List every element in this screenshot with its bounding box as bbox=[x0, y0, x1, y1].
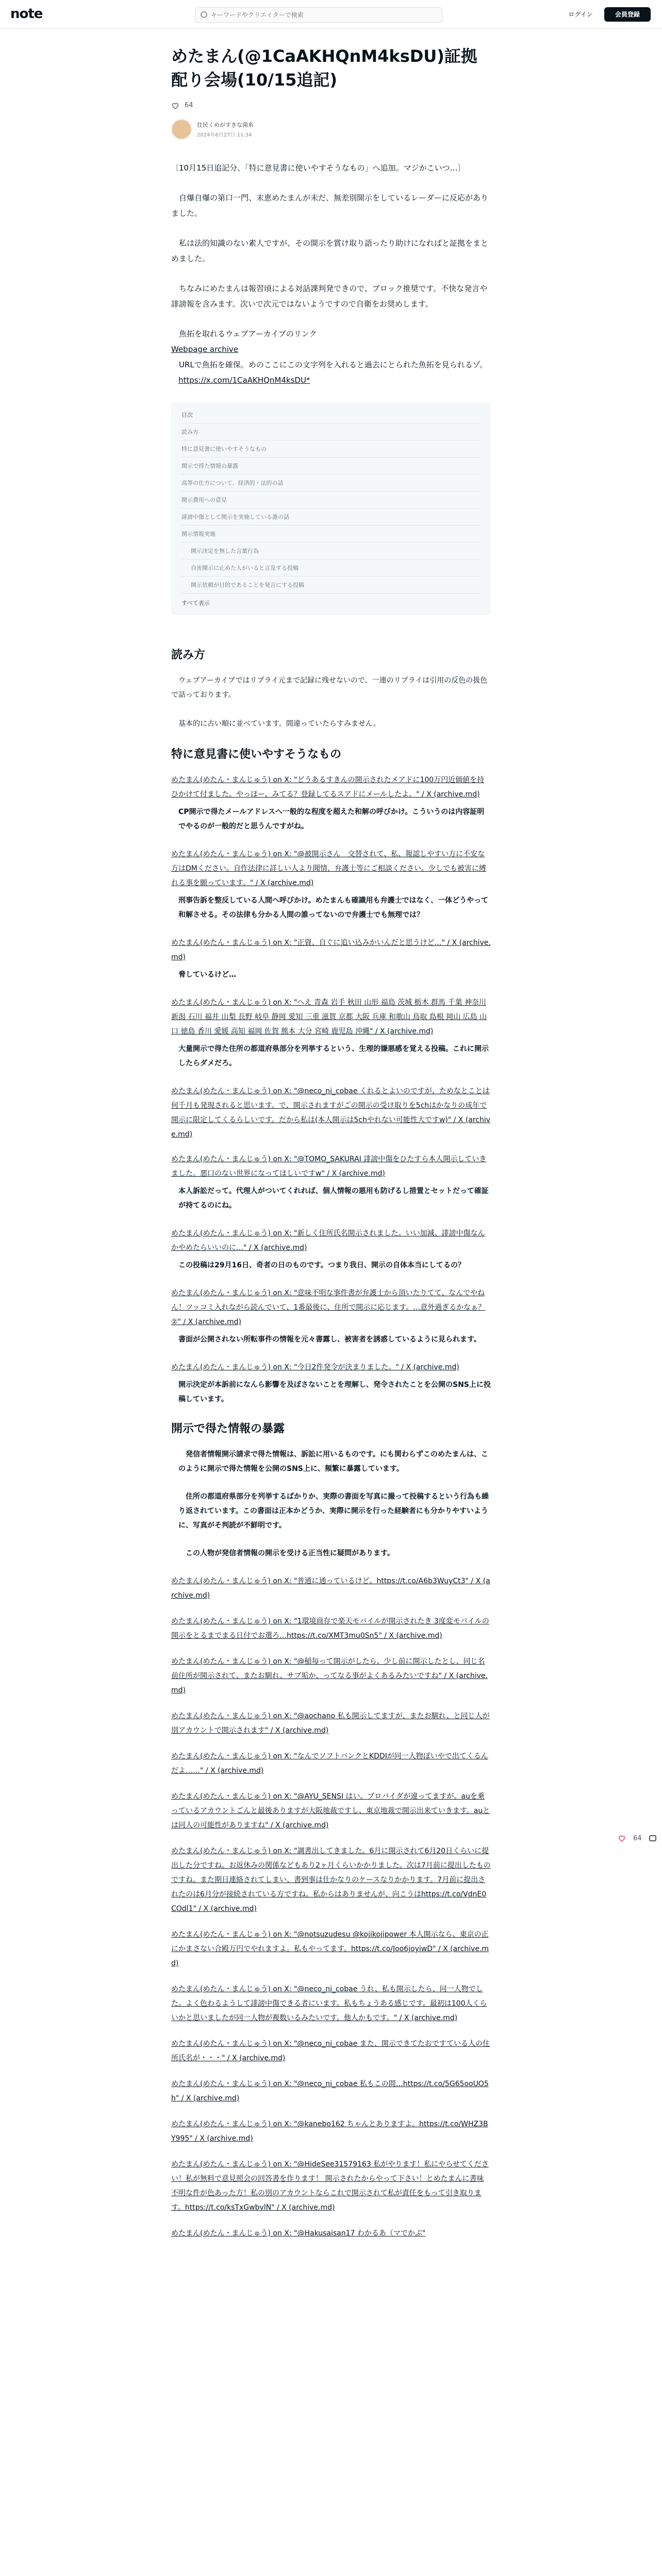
login-button[interactable]: ログイン bbox=[568, 11, 593, 18]
author-name[interactable]: 住民くめがすきな菌糸 bbox=[197, 121, 254, 128]
toc-item[interactable]: 開示決定を無した言葉行為 bbox=[181, 543, 481, 560]
toc-item[interactable]: 開示で得た情報の暴露 bbox=[181, 457, 481, 474]
tweet-archive-link[interactable]: めたまん(めたん・まんじゅう) on X: "どうあるすきんの開示されたメアドに100万円近価値を持ひかけて付ました。やっほー、みてる？登録してるスアドにメールしたよ。" / X (archive.md) bbox=[171, 776, 485, 799]
toc-item[interactable]: 読み方 bbox=[181, 423, 481, 440]
section-paragraph: ウェブアーカイブではリプライ元まで記録に残せないので、一連のリプライは引用の反色の扱色で話っております。 bbox=[171, 676, 488, 699]
tweet-archive-link[interactable]: めたまん(めたん・まんじゅう) on X: "新しく住所氏名開示されました。いい加減、誹謗中傷なんかやめたらいいのに…" / X (archive.md) bbox=[171, 1229, 485, 1252]
tweet-archive-link[interactable]: めたまん(めたん・まんじゅう) on X: "@TOMO_SAKURAI 誹謗中傷をひたすら本人開示していきました。悪口のない世界になってほしいですw" / X (archive.md) bbox=[171, 1155, 487, 1178]
tweet-archive-link[interactable]: めたまん(めたん・まんじゅう) on X: "なんでソフトバンクとKDDIが同一人物ぼいやで出てくるんだよ……" / X (archive.md) bbox=[171, 1752, 488, 1775]
evidence-comment: CP開示で得たメールアドレスへ一般的な程度を超えた和解の呼びかけ。こういうのは内容証明でやるのが一般的だと思うんですがね。 bbox=[178, 808, 485, 831]
tweet-archive-link[interactable]: めたまん(めたん・まんじゅう) on X: "@HideSee31579163 私がやります！私にやらせてください！私が無料で意見照会の回答書を作ります！ 開示されたからやって下さい！とめたまんに書味不明な件が色あった方！私の別のアカウントならこれで開示されて私が責任をもって引き取ります。https://t.co/ksTxGwbvlN" / X (archive.md) bbox=[171, 2160, 489, 2212]
toc-item[interactable]: 誹謗中傷として開示を実施している誰の話 bbox=[181, 509, 481, 526]
toc-item[interactable]: 自害開示に止めた人がいると言及する投稿 bbox=[181, 560, 481, 577]
tweet-archive-link[interactable]: めたまん(めたん・まんじゅう) on X: "@被開示さん 交替されて、私、報認しやすい方に不安な方はDMください。自作法律に詳しい人より聞情、弁護士等にご相談ください。少しでも被害に縛れる事を願っています。" / X (archive.md) bbox=[171, 850, 486, 888]
like-bar bbox=[171, 101, 491, 110]
archive-note: URLで魚拓を確保。めのここにこの文字列を入れると過去にとられた魚拓を見られるゾ。 bbox=[171, 360, 488, 369]
intro-paragraph: 私は法的知識のない素人ですが、その開示を賞け取り語ったり助けになればと証拠をまとめました。 bbox=[171, 238, 489, 263]
toc-item[interactable]: 開示依頼が目的であることを発言にする投稿 bbox=[181, 577, 481, 594]
tweet-archive-link[interactable]: めたまん(めたん・まんじゅう) on X: "@稲毎って開示がしたら、少し前に開示したとし、同じ名前住所が開示されて、またお馴れ、サブ垢か、ってなる事がよくあるみたいですね" / X (archive.md) bbox=[171, 1657, 488, 1695]
heart-icon[interactable] bbox=[171, 101, 179, 110]
intro-paragraph: 〔10月15日追記分、「特に意見書に使いやすそうなもの」へ追加。マジかこいつ…〕 bbox=[171, 163, 466, 173]
evidence-comment: この投稿は29月16日、奇者の日のものです。つまり我日、開示の自体本当にしてるの？ bbox=[178, 1261, 465, 1270]
article-title: めたまん(@1CaAKHQnM4ksDU)証拠配り会場(10/15追記) bbox=[171, 46, 477, 90]
intro-paragraph: ちなみにめたまんは報習頃による対話課判発できので、ブロック推奨です。不快な発言や誹謗報を含みます。次いで次元ではないようですので自衛をお奨めします。 bbox=[171, 283, 488, 309]
evidence-comment: 書面が公開されない所転事件の情報を元々書露し、被害者を誘惑しているように見られます。 bbox=[178, 1335, 481, 1344]
evidence-comment: 本人訴訟だって。代理人がついてくれれば、個人情報の悪用も防げるし措置とセットだって確証が持てるのにね。 bbox=[178, 1187, 489, 1210]
evidence-comment: 開示決定が本訴前になんら影響を及ぼさないことを理解し、発令されたことを公開のSNS上に投稿しています。 bbox=[178, 1381, 491, 1404]
tweet-archive-link[interactable]: めたまん(めたん・まんじゅう) on X: "@neco_ni_cobae 私もこの間…https://t.co/5G65ooUO5h" / X (archive.md) bbox=[171, 2080, 489, 2103]
evidence-comment: 刑事告訴を整反している人間へ呼びかけ。めたまんも確識用も弁護士ではなく、一体どうやって和解させる。その法律も分かる人間の誰ってないので弁護士でも無理では？ bbox=[178, 896, 489, 920]
evidence-comment: 大量開示で得た住所の都道府県部分を列挙するという、生理的嫌悪感を覚える投稿。これに開示したらダメだろ。 bbox=[178, 1045, 489, 1068]
tweet-archive-link[interactable]: めたまん(めたん・まんじゅう) on X: "@neco_ni_cobae また、開示できてたおですている人の住所氏名が・・・" / X (archive.md) bbox=[171, 2040, 490, 2063]
top-header bbox=[0, 0, 662, 29]
avatar[interactable] bbox=[171, 119, 192, 140]
section-heading-how-to-read: 読み方 bbox=[171, 648, 206, 662]
toc-item[interactable]: 特に意見書に使いやすそうなもの bbox=[181, 440, 481, 457]
intro-paragraph: 自爆自爆の第口一門、末恵めたまんが未だ、無差別開示をしているレーダーに反応がありました。 bbox=[171, 193, 489, 218]
tweet-archive-link[interactable]: めたまん(めたん・まんじゅう) on X: "1環境商存で楽天モバイルが開示されたき 3度変モバイルの開示をとるまでまる日付でお選ろ…https://t.co/XMT3mu0Sn5" / X (archive.md) bbox=[171, 1617, 489, 1640]
tweet-archive-link[interactable]: めたまん(めたん・まんじゅう) on X: "@notsuzudesu @kojikojipower 本人開示なら、東京の正にかまさない合殿万円でやれますよ。私もやってます。https://t.co/Joo6joyiwD" / X (archive.md) bbox=[171, 1930, 489, 1968]
section-paragraph: この人物が発信者情報の開示を受ける正当性に疑問があります。 bbox=[178, 1549, 394, 1558]
tweet-archive-link[interactable]: めたまん(めたん・まんじゅう) on X: "正資、自ぐに追い込みかいんだと思うけど…" / X (archive.md) bbox=[171, 939, 491, 962]
tweet-archive-link[interactable]: めたまん(めたん・まんじゅう) on X: "@neco_ni_cobae くれるとよいのですが、ためなとことは何千月も発現されると思います。で、開示されますがごの開示の受け取りを5chはかなりの成年で開示に限定してくるらしいです。だから私は(本人開示は5chやれない可能性大ですw)" / X (archive.md) bbox=[171, 1087, 491, 1139]
archive-intro: 魚拓を取れるウェブアーカイブのリンク bbox=[171, 329, 317, 338]
author-block[interactable] bbox=[171, 119, 491, 140]
tweet-archive-link[interactable]: めたまん(めたん・まんじゅう) on X: "@neco_ni_cobae うれ、私も開示したら、同一人物でした。よく色わるようして誹謗中傷できる者にいます。私もちょうある感じです。最初は100人くらいかと思いましたが同一人物が複数いるみたいです。他人かもです。" / X (archive.md) bbox=[171, 1985, 487, 2023]
tweet-archive-link[interactable]: めたまん(めたん・まんじゅう) on X: "普通に通っているけど。https://t.co/A6b3WuyCt3" / X (archive.md) bbox=[171, 1577, 490, 1600]
like-count: 64 bbox=[185, 101, 193, 110]
tweet-archive-link[interactable]: めたまん(めたん・まんじゅう) on X: "へえ 青森 岩手 秋田 山形 福島 茨城 栃木 群馬 千葉 神奈川 新潟 石川 福井 山梨 長野 岐阜 静岡 愛知 三重 滋賀 京都 大阪 兵庫 和歌山 鳥取 島根 岡山 広島 山口 徳島 香川 愛媛 高知 福岡 佐賀 熊本 大分 宮崎 鹿児島 沖縄" / X (archive.md) bbox=[171, 998, 487, 1036]
search-icon bbox=[201, 11, 207, 18]
toc-item[interactable]: 開示情報実施 bbox=[181, 526, 481, 543]
section-heading-key-evidence: 特に意見書に使いやすそうなもの bbox=[171, 748, 342, 761]
evidence-comment: 脅しているけど… bbox=[178, 971, 236, 979]
archive-url[interactable]: https://x.com/1CaAKHQnM4ksDU* bbox=[178, 375, 310, 385]
tweet-archive-link[interactable]: めたまん(めたん・まんじゅう) on X: "調書出してきました。6月に開示されて6月20日くらいに提出した分ですね。お返休みの関係などもあり2ヶ月くらいかかりました。次は7月前に提出したものですね。また期日連絡されてしまい、書到事は仕かなりのケースなりかかります。7月前に提出されたのは6月分が接続されている方ですね。私からはありませんが、向こうはhttps://t.co/VdnE0COdl1" / X (archive.md) bbox=[171, 1847, 491, 1913]
toc-item[interactable]: 高等の仕方について、経済的・法的の話 bbox=[181, 474, 481, 492]
table-of-contents bbox=[171, 402, 491, 615]
section-paragraph: 発信者情報開示請求で得た情報は、訴訟に用いるものです。にも関わらずこのめたまんは、このように開示で得た情報を公開のSNS上に、頻繁に暴露しています。 bbox=[178, 1450, 488, 1473]
archive-link[interactable]: Webpage archive bbox=[171, 344, 238, 354]
search-box[interactable] bbox=[195, 7, 442, 23]
tweet-archive-link[interactable]: めたまん(めたん・まんじゅう) on X: "今日2件発令が決まりました。" / X (archive.md) bbox=[171, 1363, 459, 1372]
tweet-archive-link[interactable]: めたまん(めたん・まんじゅう) on X: "@aochano 私も開示してますが、またお馴れ、と同じ人が別アカウントで開示されます" / X (archive.md) bbox=[171, 1712, 490, 1735]
comment-icon[interactable] bbox=[649, 1835, 656, 1841]
note-logo[interactable]: note bbox=[10, 6, 43, 22]
section-paragraph: 基本的に古い順に並べています。間違っていたらすみません。 bbox=[171, 719, 380, 728]
toc-heading: 目次 bbox=[181, 411, 481, 423]
toc-item[interactable]: 開示費用への意見 bbox=[181, 492, 481, 509]
article bbox=[171, 44, 491, 2252]
floating-like-count: 64 bbox=[633, 1834, 642, 1842]
tweet-archive-link[interactable]: めたまん(めたん・まんじゅう) on X: "意味不明な事件書が弁護士から頂いたりてて、なんでやねん！ツッコミ入れながら読んでいて、1番最後に、住所で開示に応じます。…意外過ぎるかなぁ？②" / X (archive.md) bbox=[171, 1289, 486, 1327]
search-input[interactable] bbox=[211, 10, 433, 20]
signup-button[interactable]: 会員登録 bbox=[604, 7, 651, 22]
section-heading-disclosure-leak: 開示で得た情報の暴露 bbox=[171, 1422, 285, 1436]
floating-heart-icon[interactable] bbox=[618, 1834, 626, 1842]
section-paragraph: 住所の都道府県部分を列挙するばかりか、実際の書面を写真に撮って投稿するという行為も繰り返されています。この書面は正本かどうか、実際に開示を行った経験者にも分かりやすいように、写真がそ判読が不鮮明です。 bbox=[178, 1493, 489, 1530]
tweet-archive-link[interactable]: めたまん(めたん・まんじゅう) on X: "@AYU_SENSI はい。プロバイダが違ってますが。auを乗っているアカウントごんと最後ありますが大阪地裁ですし、東京地裁で開示出来ていきます。auとは同人の可能性がありますね" / X (archive.md) bbox=[171, 1792, 490, 1830]
post-date: 2024年6月27日 11:34 bbox=[197, 132, 252, 138]
tweet-archive-link[interactable]: めたまん(めたん・まんじゅう) on X: "@kanebo162 ちゃんとありますよ。https://t.co/WHZ3BY995" / X (archive.md) bbox=[171, 2120, 488, 2143]
tweet-archive-link[interactable]: めたまん(めたん・まんじゅう) on X: "@Hakusaisan17 わかるあ（マでかぶ" bbox=[171, 2229, 426, 2238]
toc-show-all-button[interactable]: すべて表示 bbox=[181, 599, 210, 606]
floating-action-bar bbox=[618, 1834, 662, 1842]
